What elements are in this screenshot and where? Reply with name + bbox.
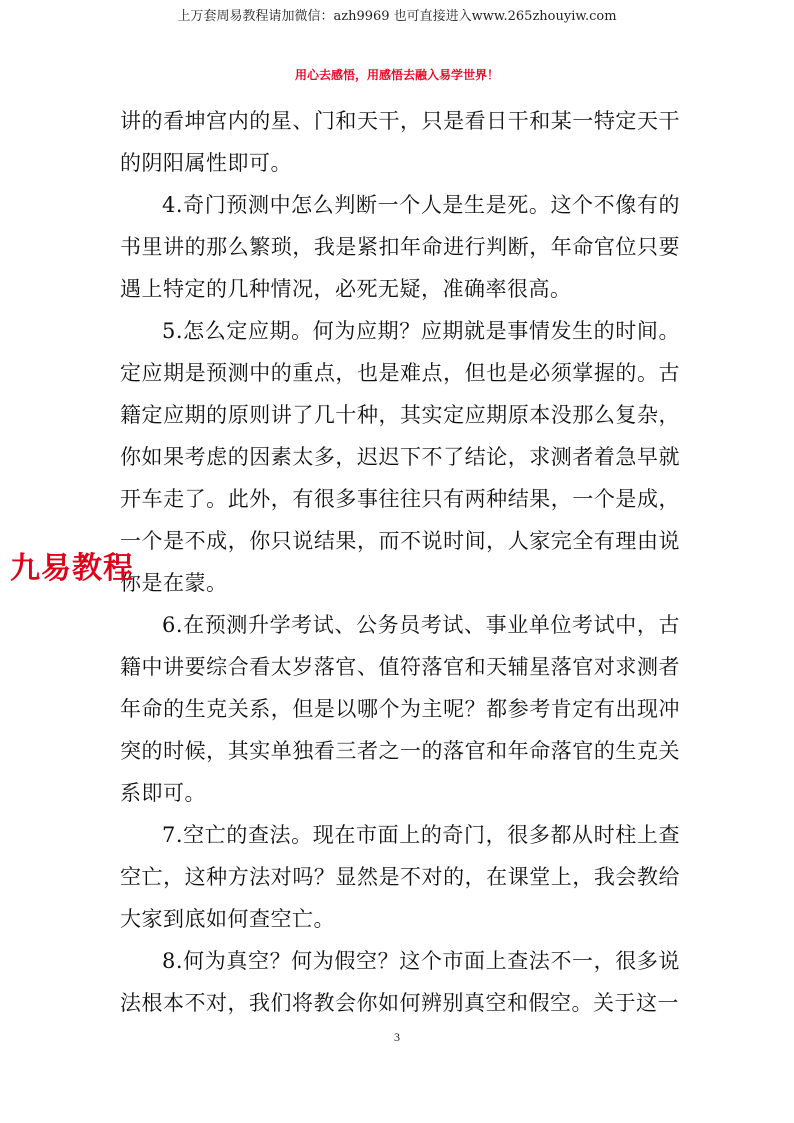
header-slogan: 用心去感悟，用感悟去融入易学世界！	[294, 68, 499, 82]
paragraph-continuation: 讲的看坤宫内的星、门和天干，只是看日干和某一特定天干的阴阳属性即可。	[120, 109, 680, 175]
page-number: 3	[394, 1030, 400, 1044]
watermark-logo: 九易教程	[10, 551, 134, 586]
paragraph-item-6: 6.在预测升学考试、公务员考试、事业单位考试中，古籍中讲要综合看太岁落官、值符落官和天辅星落官对求测者年命的生克关系，但是以哪个为主呢？都参考肯定有出现冲突的时候，其实单独看三者之一的落官和年命落官的生克关系即可。	[120, 613, 680, 805]
paragraph-item-5: 5.怎么定应期。何为应期？应期就是事情发生的时间。定应期是预测中的重点，也是难点，但也是必须掌握的。古籍定应期的原则讲了几十种，其实定应期原本没那么复杂，你如果考虑的因素太多，迟迟下不了结论，求测者着急早就开车走了。此外，有很多事往往只有两种结果，一个是成，一个是不成，你只说结果，而不说时间，人家完全有理由说你是在蒙。	[120, 319, 680, 595]
paragraph-item-8: 8.何为真空？何为假空？这个市面上查法不一，很多说法根本不对，我们将教会你如何辨别真空和假空。关于这一	[120, 949, 680, 1015]
header-contact-line: 上万套周易教程请加微信：azh9969 也可直接进入www.265zhouyiw.com	[177, 9, 617, 24]
paragraph-item-7: 7.空亡的查法。现在市面上的奇门，很多都从时柱上查空亡，这种方法对吗？显然是不对的，在课堂上，我会教给大家到底如何查空亡。	[120, 823, 680, 931]
document-body	[120, 100, 680, 1024]
paragraph-item-4: 4.奇门预测中怎么判断一个人是生是死。这个不像有的书里讲的那么繁琐，我是紧扣年命进行判断，年命官位只要遇上特定的几种情况，必死无疑，准确率很高。	[120, 193, 680, 301]
